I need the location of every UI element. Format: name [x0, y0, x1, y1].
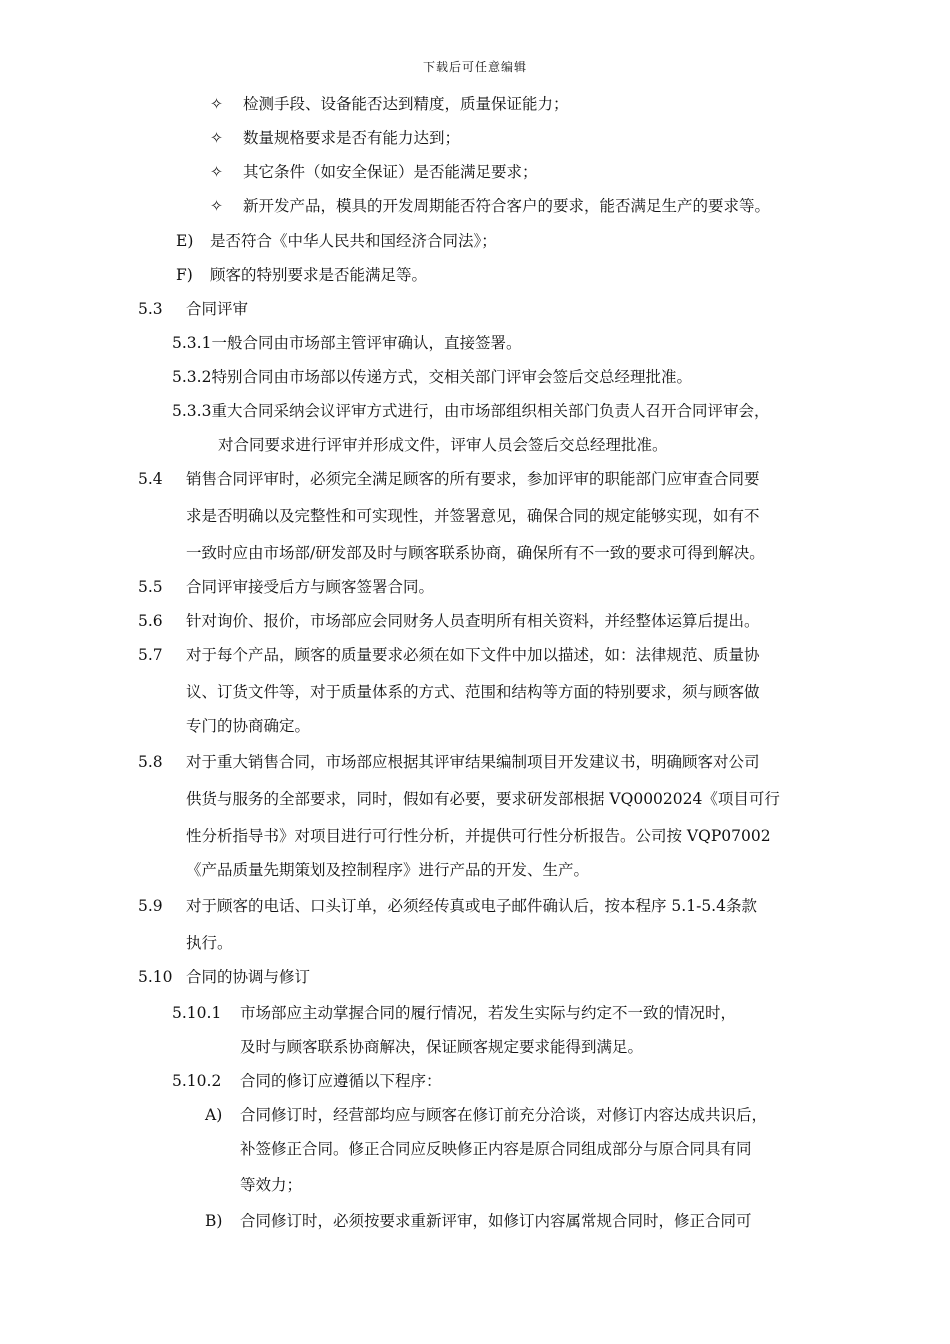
section-number: 5.3 — [138, 300, 163, 318]
bullet-text: 检测手段、设备能否达到精度，质量保证能力； — [243, 95, 569, 113]
paragraph-line: 对于顾客的电话、口头订单，必须经传真或电子邮件确认后，按本程序 5.1-5.4条款 — [186, 897, 757, 915]
bullet-text: 数量规格要求是否有能力达到； — [243, 129, 461, 147]
paragraph-line: 合同修订时，必须按要求重新评审，如修订内容属常规合同时，修正合同可 — [240, 1212, 752, 1230]
page-header: 下载后可任意编辑 — [422, 60, 527, 74]
paragraph-line: 对于重大销售合同，市场部应根据其评审结果编制项目开发建议书，明确顾客对公司 — [186, 753, 760, 771]
subsection-continuation: 对合同要求进行评审并形成文件，评审人员会签后交总经理批准。 — [218, 436, 668, 454]
paragraph-line: 执行。 — [186, 934, 233, 952]
subsection-text: 5.3.3重大合同采纳会议评审方式进行，由市场部组织相关部门负责人召开合同评审会， — [172, 402, 770, 420]
item-text: 顾客的特别要求是否能满足等。 — [210, 266, 428, 284]
paragraph-line: 性分析指导书》对项目进行可行性分析，并提供可行性分析报告。公司按 VQP07002 — [186, 827, 771, 845]
paragraph-line: 市场部应主动掌握合同的履行情况，若发生实际与约定不一致的情况时， — [240, 1004, 737, 1022]
section-number: 5.7 — [138, 646, 163, 664]
bullet-diamond-icon: ✧ — [210, 163, 223, 181]
section-number: 5.10 — [138, 968, 173, 986]
item-label: F) — [176, 266, 193, 284]
subsection-number: 5.10.2 — [172, 1072, 222, 1090]
section-title: 合同的协调与修订 — [186, 968, 311, 986]
item-text: 是否符合《中华人民共和国经济合同法》； — [210, 232, 497, 250]
item-label: E) — [176, 232, 194, 250]
bullet-diamond-icon: ✧ — [210, 197, 223, 215]
paragraph-line: 专门的协商确定。 — [186, 717, 311, 735]
subsection-text: 5.3.1一般合同由市场部主管评审确认，直接签署。 — [172, 334, 522, 352]
section-number: 5.5 — [138, 578, 163, 596]
item-label: A) — [205, 1106, 223, 1124]
paragraph-line: 合同修订时，经营部均应与顾客在修订前充分洽谈，对修订内容达成共识后， — [240, 1106, 768, 1124]
paragraph-line: 一致时应由市场部/研发部及时与顾客联系协商，确保所有不一致的要求可得到解决。 — [186, 544, 765, 562]
paragraph-line: 及时与顾客联系协商解决，保证顾客规定要求能得到满足。 — [240, 1038, 644, 1056]
subsection-number: 5.10.1 — [172, 1004, 222, 1022]
section-number: 5.8 — [138, 753, 163, 771]
paragraph-line: 销售合同评审时，必须完全满足顾客的所有要求，参加评审的职能部门应审查合同要 — [186, 470, 760, 488]
section-number: 5.9 — [138, 897, 163, 915]
paragraph-line: 补签修正合同。修正合同应反映修正内容是原合同组成部分与原合同具有同 — [240, 1140, 752, 1158]
bullet-text: 其它条件（如安全保证）是否能满足要求； — [243, 163, 538, 181]
paragraph-line: 合同评审接受后方与顾客签署合同。 — [186, 578, 435, 596]
paragraph-line: 求是否明确以及完整性和可实现性，并签署意见，确保合同的规定能够实现，如有不 — [186, 507, 760, 525]
bullet-diamond-icon: ✧ — [210, 95, 223, 113]
paragraph-line: 议、订货文件等，对于质量体系的方式、范围和结构等方面的特别要求，须与顾客做 — [186, 683, 760, 701]
subsection-title: 合同的修订应遵循以下程序： — [240, 1072, 442, 1090]
section-title: 合同评审 — [186, 300, 249, 318]
paragraph-line: 等效力； — [240, 1176, 303, 1194]
paragraph-line: 《产品质量先期策划及控制程序》进行产品的开发、生产。 — [186, 861, 590, 879]
subsection-text: 5.3.2特别合同由市场部以传递方式，交相关部门评审会签后交总经理批准。 — [172, 368, 692, 386]
section-number: 5.6 — [138, 612, 163, 630]
bullet-diamond-icon: ✧ — [210, 129, 223, 147]
section-number: 5.4 — [138, 470, 163, 488]
paragraph-line: 供货与服务的全部要求，同时，假如有必要，要求研发部根据 VQ0002024《项目可行 — [186, 790, 780, 808]
item-label: B) — [205, 1212, 223, 1230]
bullet-text: 新开发产品，模具的开发周期能否符合客户的要求，能否满足生产的要求等。 — [243, 197, 771, 215]
paragraph-line: 对于每个产品，顾客的质量要求必须在如下文件中加以描述，如：法律规范、质量协 — [186, 646, 760, 664]
paragraph-line: 针对询价、报价，市场部应会同财务人员查明所有相关资料，并经整体运算后提出。 — [186, 612, 760, 630]
